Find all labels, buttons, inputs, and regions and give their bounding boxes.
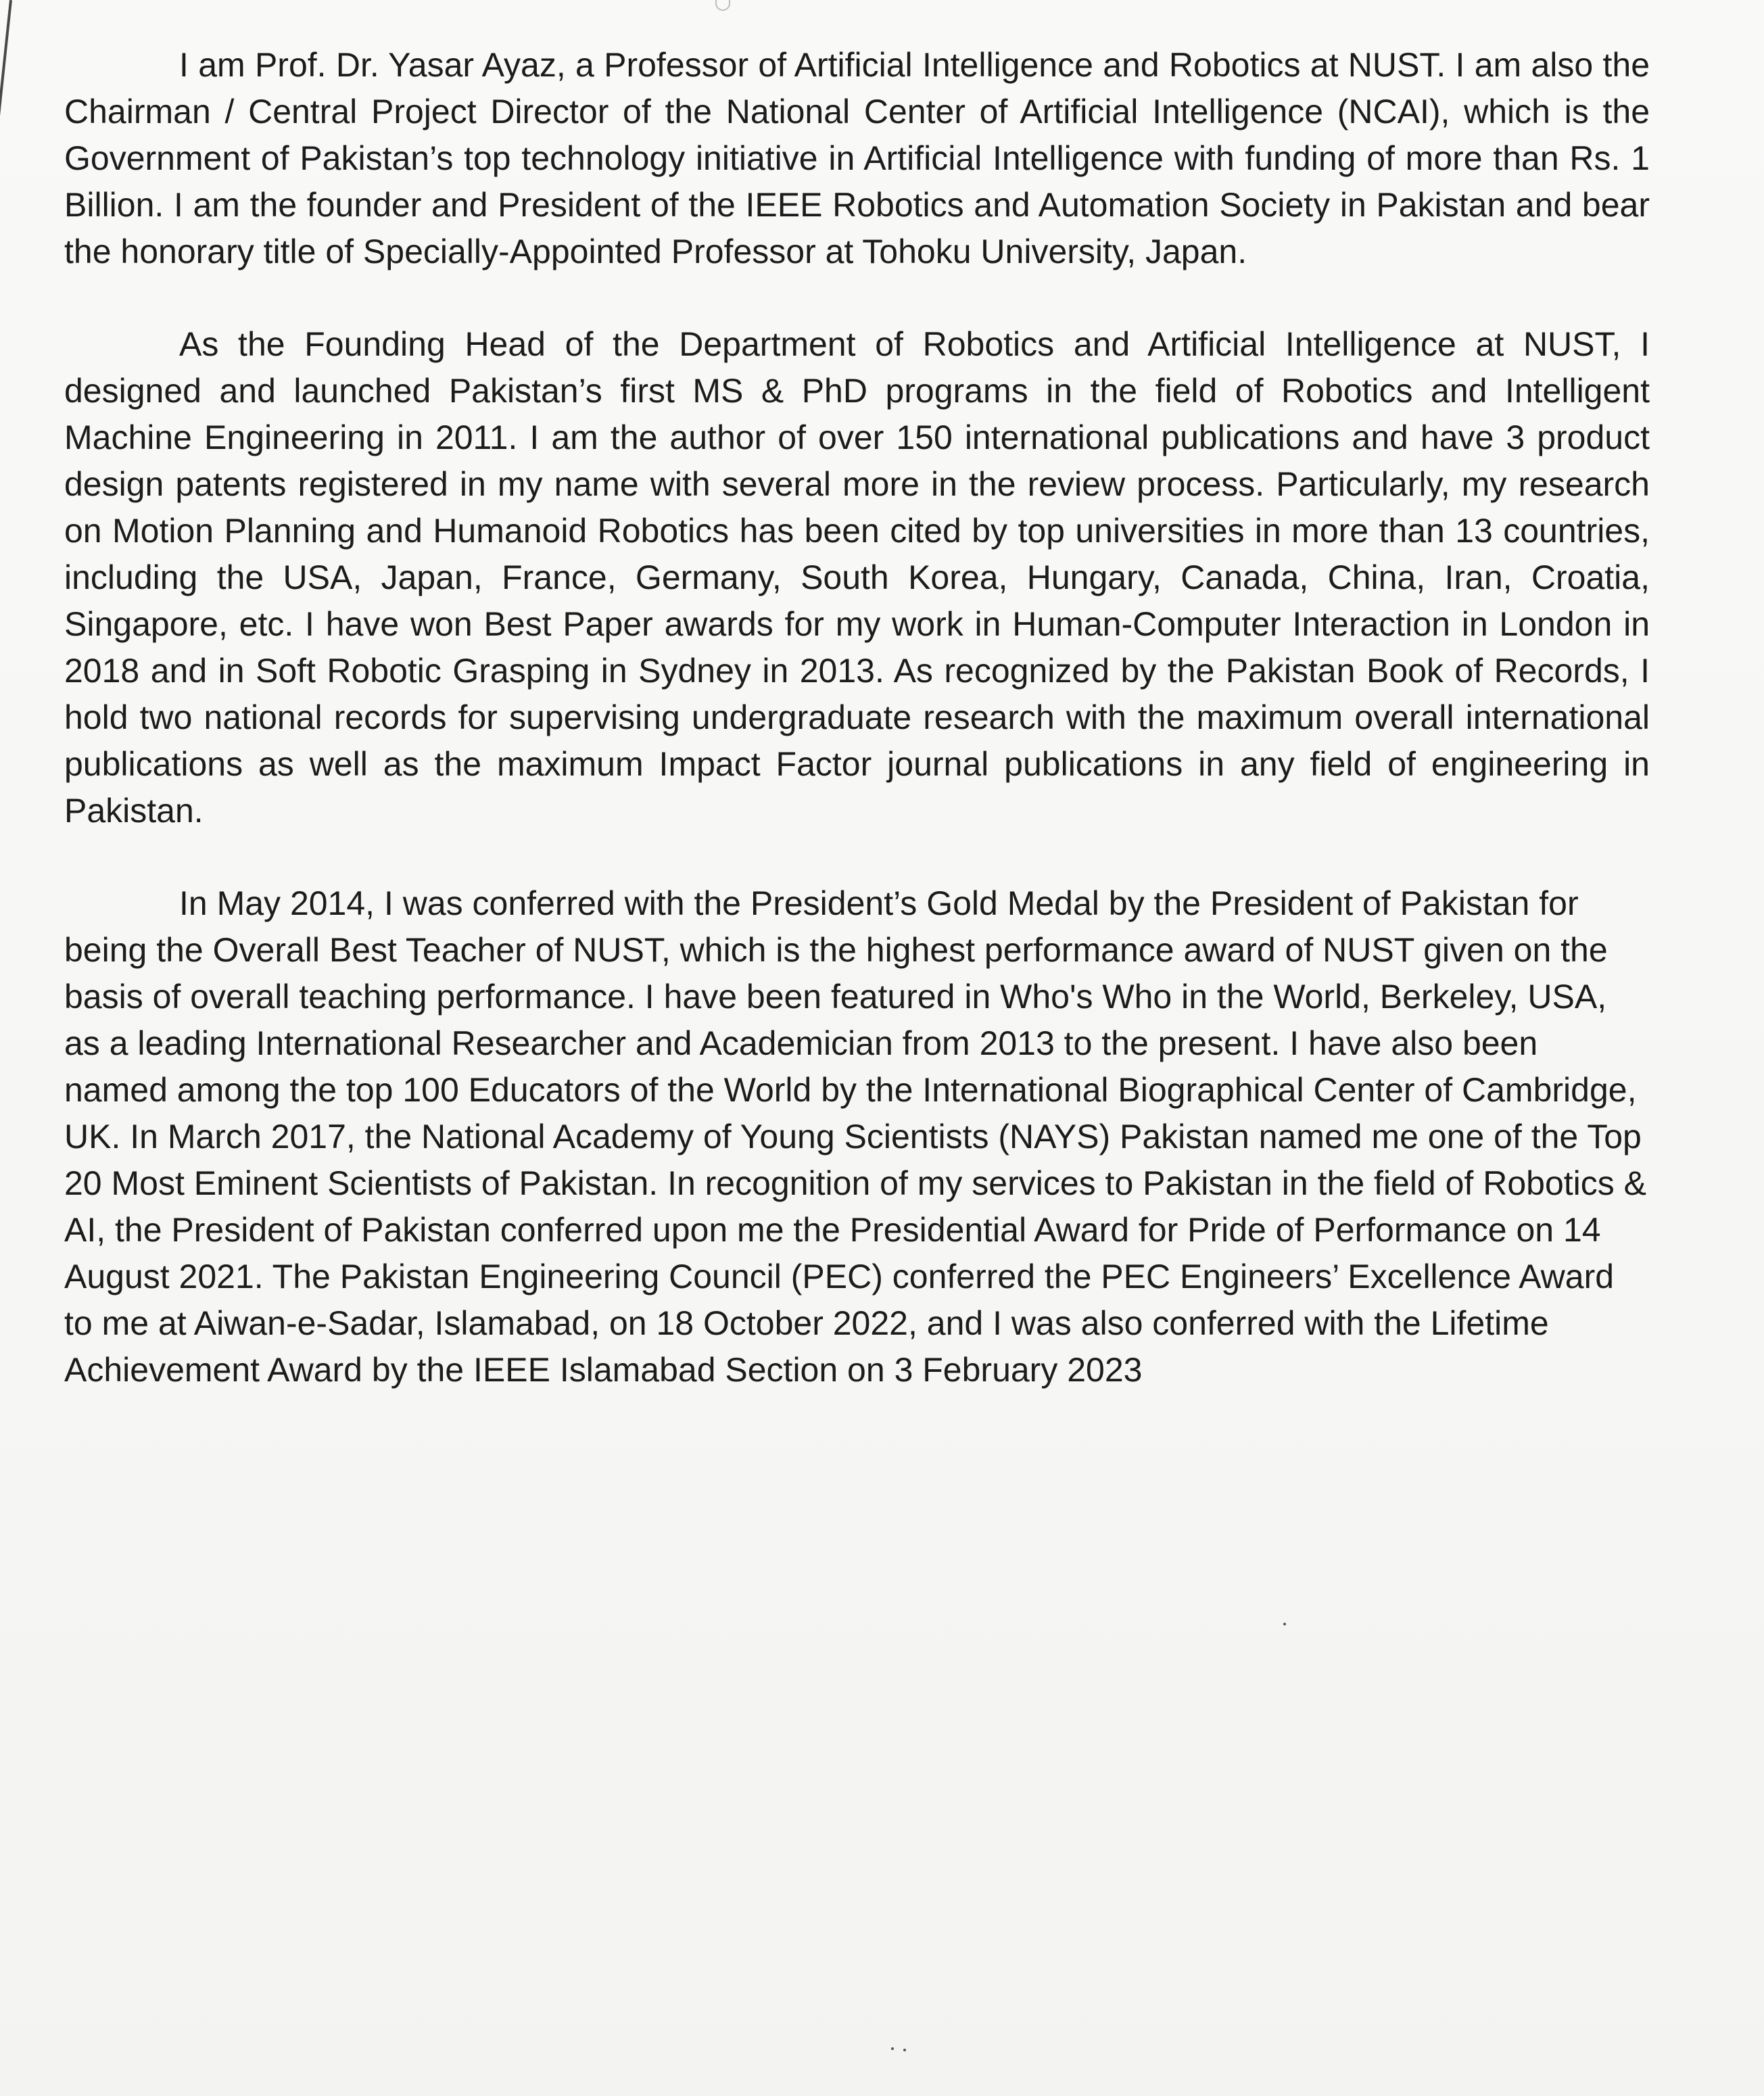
paragraph-introduction: I am Prof. Dr. Yasar Ayaz, a Professor of Artificial Intelligence and Robotics at NUST. I am also the Chairman / Central Project Director of the National Center of Artificial Intelligence (NCAI), which is the Government of Pakistan’s top technology initiative in Artificial Intelligence with funding of more than Rs. 1 Billion. I am the founder and President of the IEEE Robotics and Automation Society in Pakistan and bear the honorary title of Specially-Appointed Professor at Tohoku University, Japan.	[64, 46, 1650, 270]
paragraph-awards: In May 2014, I was conferred with the President’s Gold Medal by the President of Pakistan for being the Overall Best Teacher of NUST, which is the highest performance award of NUST given on the basis of overall teaching performance. I have been featured in Who's Who in the World, Berkeley, USA, as a leading International Researcher and Academician from 2013 to the present. I have also been named among the top 100 Educators of the World by the International Biographical Center of Cambridge, UK. In March 2017, the National Academy of Young Scientists (NAYS) Pakistan named me one of the Top 20 Most Eminent Scientists of Pakistan. In recognition of my services to Pakistan in the field of Robotics & AI, the President of Pakistan conferred upon me the Presidential Award for Pride of Performance on 14 August 2021. The Pakistan Engineering Council (PEC) conferred the PEC Engineers’ Excellence Award to me at Aiwan-e-Sadar, Islamabad, on 18 October 2022, and I was also conferred with the Lifetime Achievement Award by the IEEE Islamabad Section on 3 February 2023	[64, 884, 1646, 1389]
document-body	[64, 42, 1650, 1439]
margin-pen-line	[0, 0, 12, 229]
paper-speck	[1283, 1623, 1286, 1625]
punch-hole-mark	[715, 0, 730, 11]
paragraph-academic-work: As the Founding Head of the Department of Robotics and Artificial Intelligence at NUST, I designed and launched Pakistan’s first MS & PhD programs in the field of Robotics and Intelligent Machine Engineering in 2011. I am the author of over 150 international publications and have 3 product design patents registered in my name with several more in the review process. Particularly, my research on Motion Planning and Humanoid Robotics has been cited by top universities in more than 13 countries, including the USA, Japan, France, Germany, South Korea, Hungary, Canada, China, Iran, Croatia, Singapore, etc. I have won Best Paper awards for my work in Human-Computer Interaction in London in 2018 and in Soft Robotic Grasping in Sydney in 2013. As recognized by the Pakistan Book of Records, I hold two national records for supervising undergraduate research with the maximum overall international publications as well as the maximum Impact Factor journal publications in any field of engineering in Pakistan.	[64, 325, 1650, 830]
paper-speck	[903, 2049, 906, 2051]
paper-speck	[891, 2047, 894, 2050]
